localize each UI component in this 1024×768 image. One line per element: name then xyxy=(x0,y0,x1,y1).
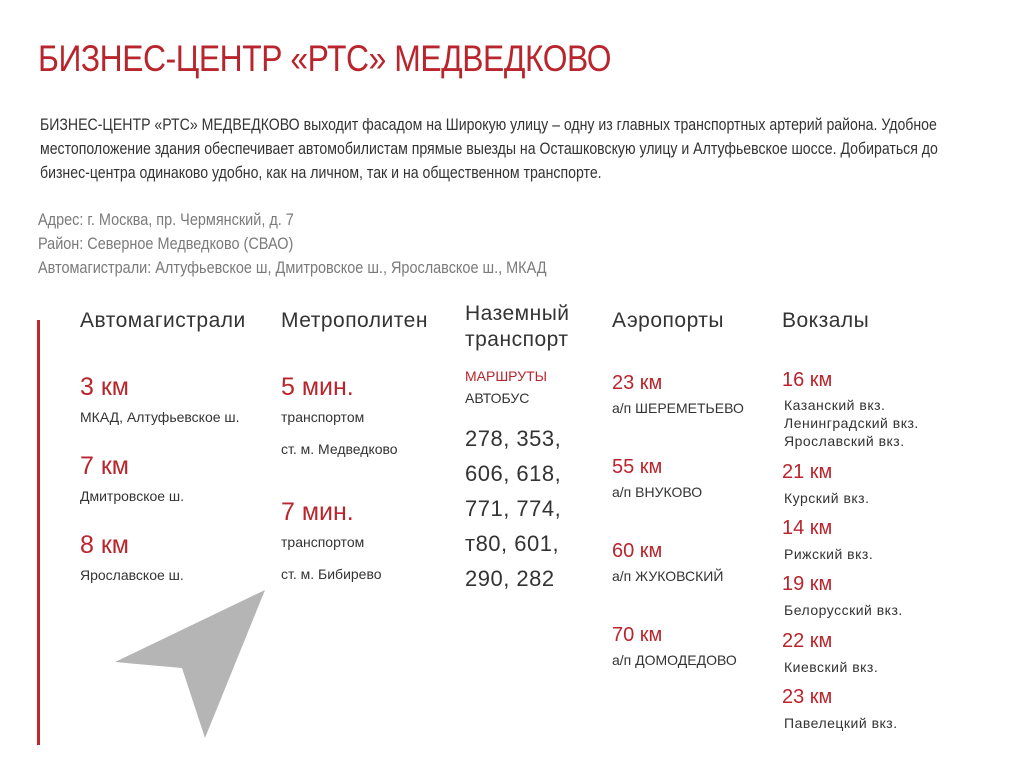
accent-bar xyxy=(37,320,40,745)
highway-label-3: Ярославское ш. xyxy=(80,567,184,583)
metro-time-1: 5 мин. xyxy=(281,373,354,401)
airport-label-4: а/п ДОМОДЕДОВО xyxy=(612,652,737,668)
intro-paragraph: БИЗНЕС-ЦЕНТР «РТС» МЕДВЕДКОВО выходит фасадом на Широкую улицу – одну из главных транспортных артерий района. Удобное местоположение здания обеспечивает автомобилистам прямые выезды на Осташковскую улицу и Алтуфьевское шоссе. Добираться до бизнес-центра одинаково удобно, как на личном, так и на общественном транспорте. xyxy=(40,115,938,182)
bus-routes-line: 278, 353, xyxy=(465,426,562,451)
station-label: Казанский вкз. xyxy=(784,397,886,413)
district-line: Район: Северное Медведково (СВАО) xyxy=(38,234,294,253)
station-label: Рижский вкз. xyxy=(784,546,874,562)
airport-distance-4: 70 км xyxy=(612,624,663,646)
routes-label: МАРШРУТЫ xyxy=(465,368,548,384)
ground-column-title-line2: транспорт xyxy=(465,328,569,351)
bus-routes-line: т80, 601, xyxy=(465,531,560,556)
highways-column-title: Автомагистрали xyxy=(80,309,246,332)
station-distance-1: 16 км xyxy=(782,369,833,391)
metro-time-2: 7 мин. xyxy=(281,498,354,526)
metro-station-2: ст. м. Бибирево xyxy=(281,566,382,582)
address-line: Адрес: г. Москва, пр. Чермянский, д. 7 xyxy=(38,210,294,229)
highway-label-2: Дмитровское ш. xyxy=(80,488,185,504)
airport-distance-3: 60 км xyxy=(612,540,663,562)
bus-routes-line: 290, 282 xyxy=(465,566,555,591)
airport-distance-2: 55 км xyxy=(612,456,663,478)
airport-label-3: а/п ЖУКОВСКИЙ xyxy=(612,568,724,584)
bus-routes-line: 606, 618, xyxy=(465,461,562,486)
highways-line: Автомагистрали: Алтуфьевское ш, Дмитровское ш., Ярославское ш., МКАД xyxy=(38,258,547,277)
page-title: БИЗНЕС-ЦЕНТР «РТС» МЕДВЕДКОВО xyxy=(38,38,612,79)
station-label: Ленинградский вкз. xyxy=(784,415,919,431)
station-label: Белорусский вкз. xyxy=(784,602,903,618)
stations-column-title: Вокзалы xyxy=(782,309,870,332)
airport-label-1: а/п ШЕРЕМЕТЬЕВО xyxy=(612,400,744,416)
metro-column-title: Метрополитен xyxy=(281,309,428,332)
station-label: Ярославский вкз. xyxy=(784,433,905,449)
metro-mode-2: транспортом xyxy=(281,534,365,550)
station-label: Павелецкий вкз. xyxy=(784,715,898,731)
airports-column-title: Аэропорты xyxy=(612,309,725,332)
station-distance-5: 22 км xyxy=(782,630,833,652)
info-block xyxy=(38,208,546,280)
station-label: Киевский вкз. xyxy=(784,659,879,675)
navigation-arrow-icon xyxy=(110,590,270,740)
metro-mode-1: транспортом xyxy=(281,409,365,425)
ground-column-title-line1: Наземный xyxy=(465,302,570,325)
highway-distance-1: 3 км xyxy=(80,373,129,401)
airport-label-2: а/п ВНУКОВО xyxy=(612,484,703,500)
station-distance-2: 21 км xyxy=(782,461,833,483)
highway-distance-2: 7 км xyxy=(80,452,129,480)
station-label: Курский вкз. xyxy=(784,490,870,506)
highway-distance-3: 8 км xyxy=(80,531,129,559)
highway-label-1: МКАД, Алтуфьевское ш. xyxy=(80,409,240,425)
station-distance-3: 14 км xyxy=(782,517,833,539)
bus-routes-line: 771, 774, xyxy=(465,496,562,521)
station-distance-6: 23 км xyxy=(782,686,833,708)
metro-station-1: ст. м. Медведково xyxy=(281,441,398,457)
bus-routes xyxy=(465,421,561,596)
station-distance-4: 19 км xyxy=(782,573,833,595)
airport-distance-1: 23 км xyxy=(612,372,663,394)
bus-label: АВТОБУС xyxy=(465,390,530,406)
